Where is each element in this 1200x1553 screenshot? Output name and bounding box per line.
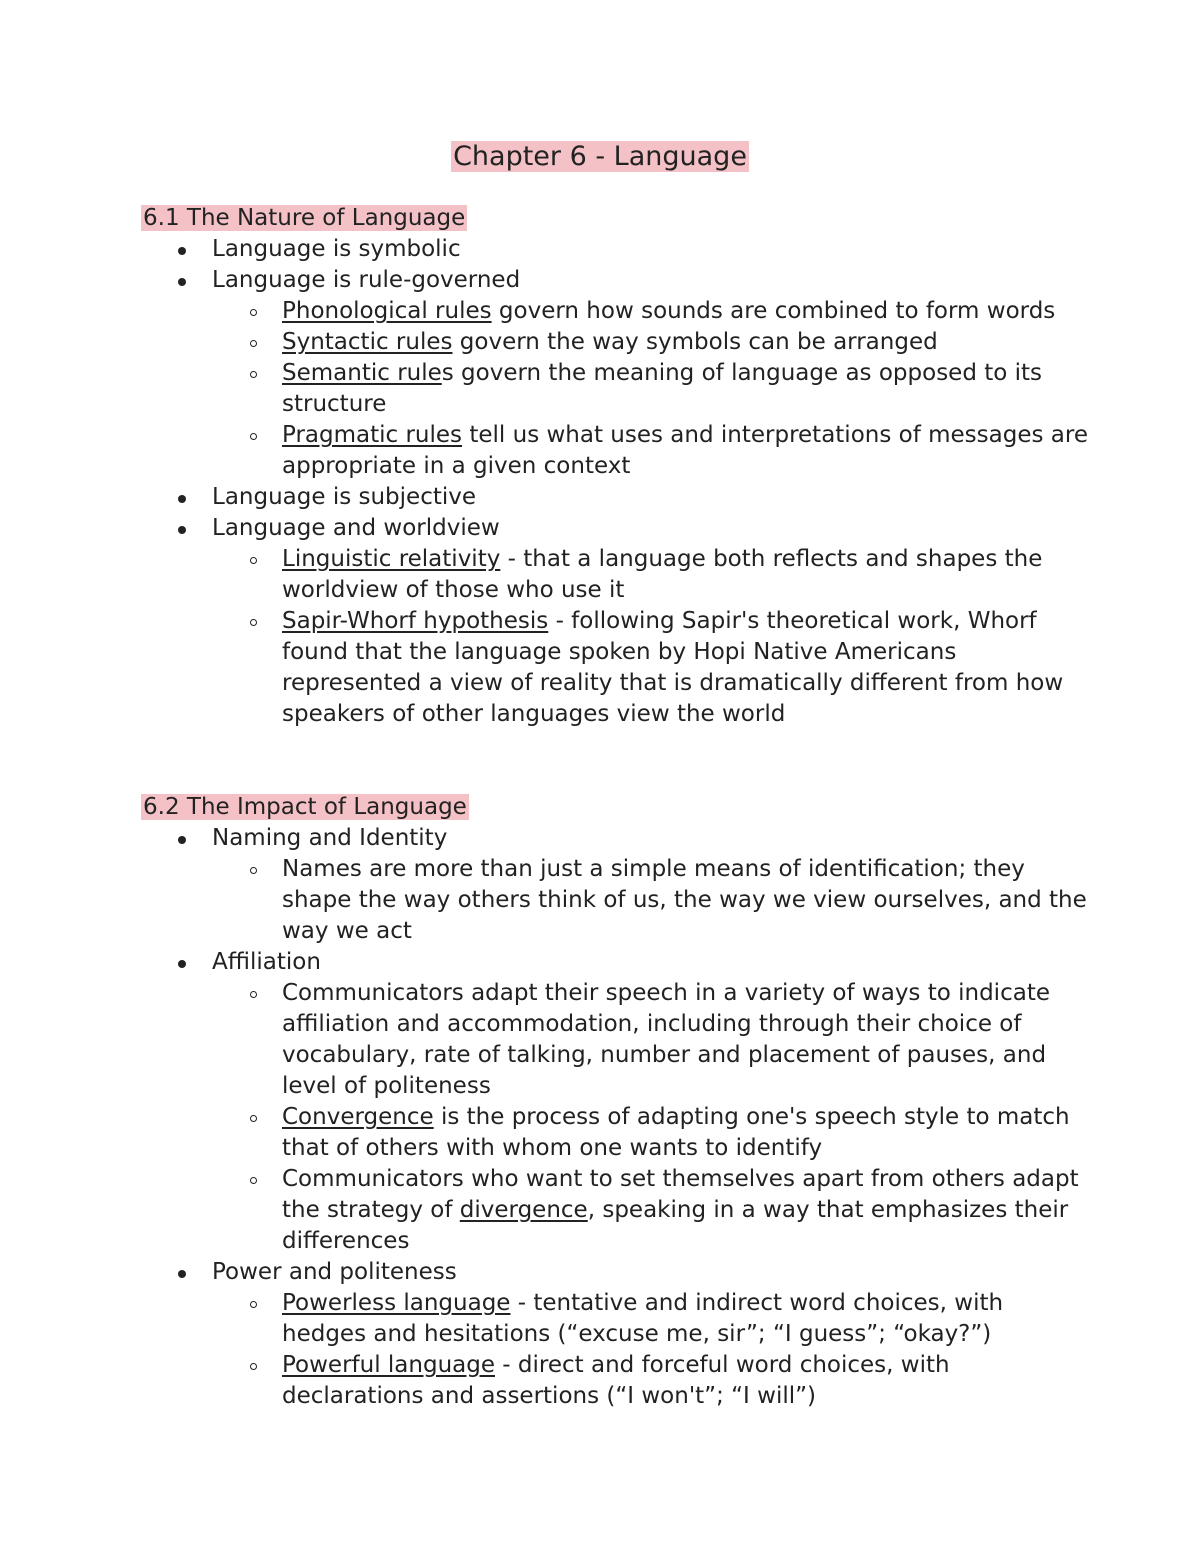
item-text: Language is rule-governed bbox=[212, 267, 521, 293]
key-term: Sapir-Whorf hypothesis bbox=[282, 608, 549, 634]
item-text: Power and politeness bbox=[212, 1259, 457, 1285]
sub-list-item bbox=[141, 1164, 1091, 1257]
sub-list-item bbox=[141, 978, 1091, 1102]
key-term: Syntactic rules bbox=[282, 329, 453, 355]
circle-bullet-icon bbox=[250, 371, 257, 378]
item-text: - direct and forceful word choices, with declarations and assertions (“I won't”; “I will”) bbox=[282, 1352, 950, 1409]
list-item bbox=[141, 482, 1091, 513]
bullet-icon bbox=[178, 960, 186, 968]
item-text: - tentative and indirect word choices, with hedges and hesitations (“excuse me, sir”; “I guess”; “okay?”) bbox=[282, 1290, 1004, 1347]
sub-list-item bbox=[141, 1288, 1091, 1350]
item-text: govern the way symbols can be arranged bbox=[452, 329, 938, 355]
key-term: Semantic rule bbox=[282, 360, 442, 386]
key-term: Powerful language bbox=[282, 1352, 495, 1378]
bullet-icon bbox=[178, 526, 186, 534]
list-item bbox=[141, 265, 1091, 296]
item-text: Language and worldview bbox=[212, 515, 500, 541]
key-term: Powerless language bbox=[282, 1290, 511, 1316]
list-item bbox=[141, 513, 1091, 544]
page-title bbox=[0, 139, 1200, 175]
section-heading-highlight: 6.2 The Impact of Language bbox=[143, 794, 467, 820]
section-nature-of-language bbox=[141, 203, 1091, 730]
item-text: Affiliation bbox=[212, 949, 321, 975]
bullet-icon bbox=[178, 1270, 186, 1278]
bullet-icon bbox=[178, 836, 186, 844]
item-text: Language is subjective bbox=[212, 484, 477, 510]
sub-list-item bbox=[141, 1350, 1091, 1412]
item-text: Communicators who want to set themselves apart from others adapt the strategy of bbox=[282, 1166, 1079, 1223]
item-text: Names are more than just a simple means of identification; they shape the way others think of us, the way we view ourselves, and the way we act bbox=[282, 856, 1087, 944]
sub-list-item bbox=[141, 296, 1091, 327]
item-text: , speaking in a way that emphasizes their differences bbox=[282, 1197, 1069, 1254]
key-term: Pragmatic rules bbox=[282, 422, 463, 448]
item-text: Language is symbolic bbox=[212, 236, 461, 262]
sub-list-item bbox=[141, 606, 1091, 730]
list-item bbox=[141, 234, 1091, 265]
sub-list-item bbox=[141, 854, 1091, 947]
item-text: - that a language both reflects and shapes the worldview of those who use it bbox=[282, 546, 1043, 603]
item-text: tell us what uses and interpretations of messages are appropriate in a given context bbox=[282, 422, 1088, 479]
item-text: govern how sounds are combined to form words bbox=[491, 298, 1056, 324]
sub-list-item bbox=[141, 327, 1091, 358]
key-term: divergence bbox=[459, 1197, 588, 1223]
item-text: Communicators adapt their speech in a variety of ways to indicate affiliation and accommodation, including through their choice of vocabulary, rate of talking, number and placement of pauses, and level of politeness bbox=[282, 980, 1050, 1099]
section-heading bbox=[141, 203, 1091, 234]
sub-list-item bbox=[141, 358, 1091, 420]
bullet-icon bbox=[178, 278, 186, 286]
circle-bullet-icon bbox=[250, 1363, 257, 1370]
sub-list-item bbox=[141, 544, 1091, 606]
circle-bullet-icon bbox=[250, 1177, 257, 1184]
bullet-list bbox=[141, 234, 1091, 730]
sub-list-item bbox=[141, 1102, 1091, 1164]
bullet-icon bbox=[178, 495, 186, 503]
item-text: - following Sapir's theoretical work, Whorf found that the language spoken by Hopi Native Americans represented a view of reality that is dramatically different from how speakers of other languages view the world bbox=[282, 608, 1064, 727]
item-text: Naming and Identity bbox=[212, 825, 448, 851]
circle-bullet-icon bbox=[250, 991, 257, 998]
sub-list-item bbox=[141, 420, 1091, 482]
key-term: Phonological rules bbox=[282, 298, 492, 324]
list-item bbox=[141, 947, 1091, 978]
bullet-list bbox=[141, 823, 1091, 1412]
section-heading bbox=[141, 792, 1091, 823]
section-heading-highlight: 6.1 The Nature of Language bbox=[143, 205, 466, 231]
circle-bullet-icon bbox=[250, 557, 257, 564]
circle-bullet-icon bbox=[250, 433, 257, 440]
circle-bullet-icon bbox=[250, 340, 257, 347]
circle-bullet-icon bbox=[250, 1115, 257, 1122]
title-highlight: Chapter 6 - Language bbox=[453, 141, 747, 172]
bullet-icon bbox=[178, 247, 186, 255]
key-term: Linguistic relativity bbox=[282, 546, 501, 572]
list-item bbox=[141, 823, 1091, 854]
item-text: is the process of adapting one's speech style to match that of others with whom one wants to identify bbox=[282, 1104, 1070, 1161]
circle-bullet-icon bbox=[250, 619, 257, 626]
key-term: Convergence bbox=[282, 1104, 434, 1130]
item-text: s govern the meaning of language as opposed to its structure bbox=[282, 360, 1043, 417]
list-item bbox=[141, 1257, 1091, 1288]
circle-bullet-icon bbox=[250, 867, 257, 874]
circle-bullet-icon bbox=[250, 309, 257, 316]
circle-bullet-icon bbox=[250, 1301, 257, 1308]
section-impact-of-language bbox=[141, 792, 1091, 1412]
